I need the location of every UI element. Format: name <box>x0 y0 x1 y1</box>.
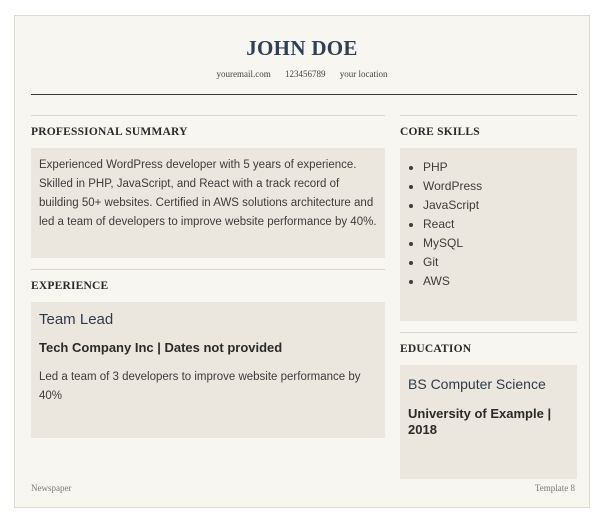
education-degree: BS Computer Science <box>408 376 546 392</box>
skill-item: • PHP <box>423 158 569 177</box>
skill-item: • WordPress <box>423 177 569 196</box>
education-heading: EDUCATION <box>400 343 472 355</box>
left-column <box>31 115 385 438</box>
candidate-name: JOHN DOE <box>246 36 358 60</box>
education-section <box>400 332 577 479</box>
skills-box <box>400 148 577 321</box>
contact-phone: 123456789 <box>284 69 326 79</box>
experience-role: Team Lead <box>39 311 114 328</box>
summary-text: Experienced WordPress developer with 5 years of experience. Skilled in PHP, JavaScript, and React with a track record of building 50+ websites. Certified in AWS solutions architecture and led a team of developers to improve website performance by 40%. <box>39 159 377 228</box>
header-divider <box>31 94 577 95</box>
skill-item: • JavaScript <box>423 196 569 215</box>
right-column <box>400 115 577 479</box>
footer-left-label: Newspaper <box>31 483 72 493</box>
experience-box <box>31 302 385 438</box>
experience-description: Led a team of 3 developers to improve website performance by 40% <box>39 371 361 402</box>
summary-heading: PROFESSIONAL SUMMARY <box>31 126 188 138</box>
skills-heading: CORE SKILLS <box>400 126 480 138</box>
experience-heading: EXPERIENCE <box>31 280 109 292</box>
education-school: University of Example | 2018 <box>408 406 552 437</box>
footer-right-label: Template 8 <box>534 483 575 493</box>
education-box <box>400 365 577 479</box>
contact-row <box>15 69 589 79</box>
skill-item: • React <box>423 215 569 234</box>
section-divider <box>400 115 577 116</box>
section-divider <box>31 115 385 116</box>
experience-company: Tech Company Inc | Dates not provided <box>39 340 283 355</box>
skill-item: • AWS <box>423 272 569 291</box>
summary-section <box>31 115 385 258</box>
section-divider <box>31 269 385 270</box>
summary-box <box>31 148 385 258</box>
section-divider <box>400 332 577 333</box>
skills-list <box>408 158 569 291</box>
resume-page <box>14 15 590 508</box>
skills-section <box>400 115 577 321</box>
contact-email: youremail.com <box>216 69 271 79</box>
skill-item: • Git <box>423 253 569 272</box>
contact-location: your location <box>339 69 388 79</box>
skill-item: • MySQL <box>423 234 569 253</box>
experience-section <box>31 269 385 438</box>
